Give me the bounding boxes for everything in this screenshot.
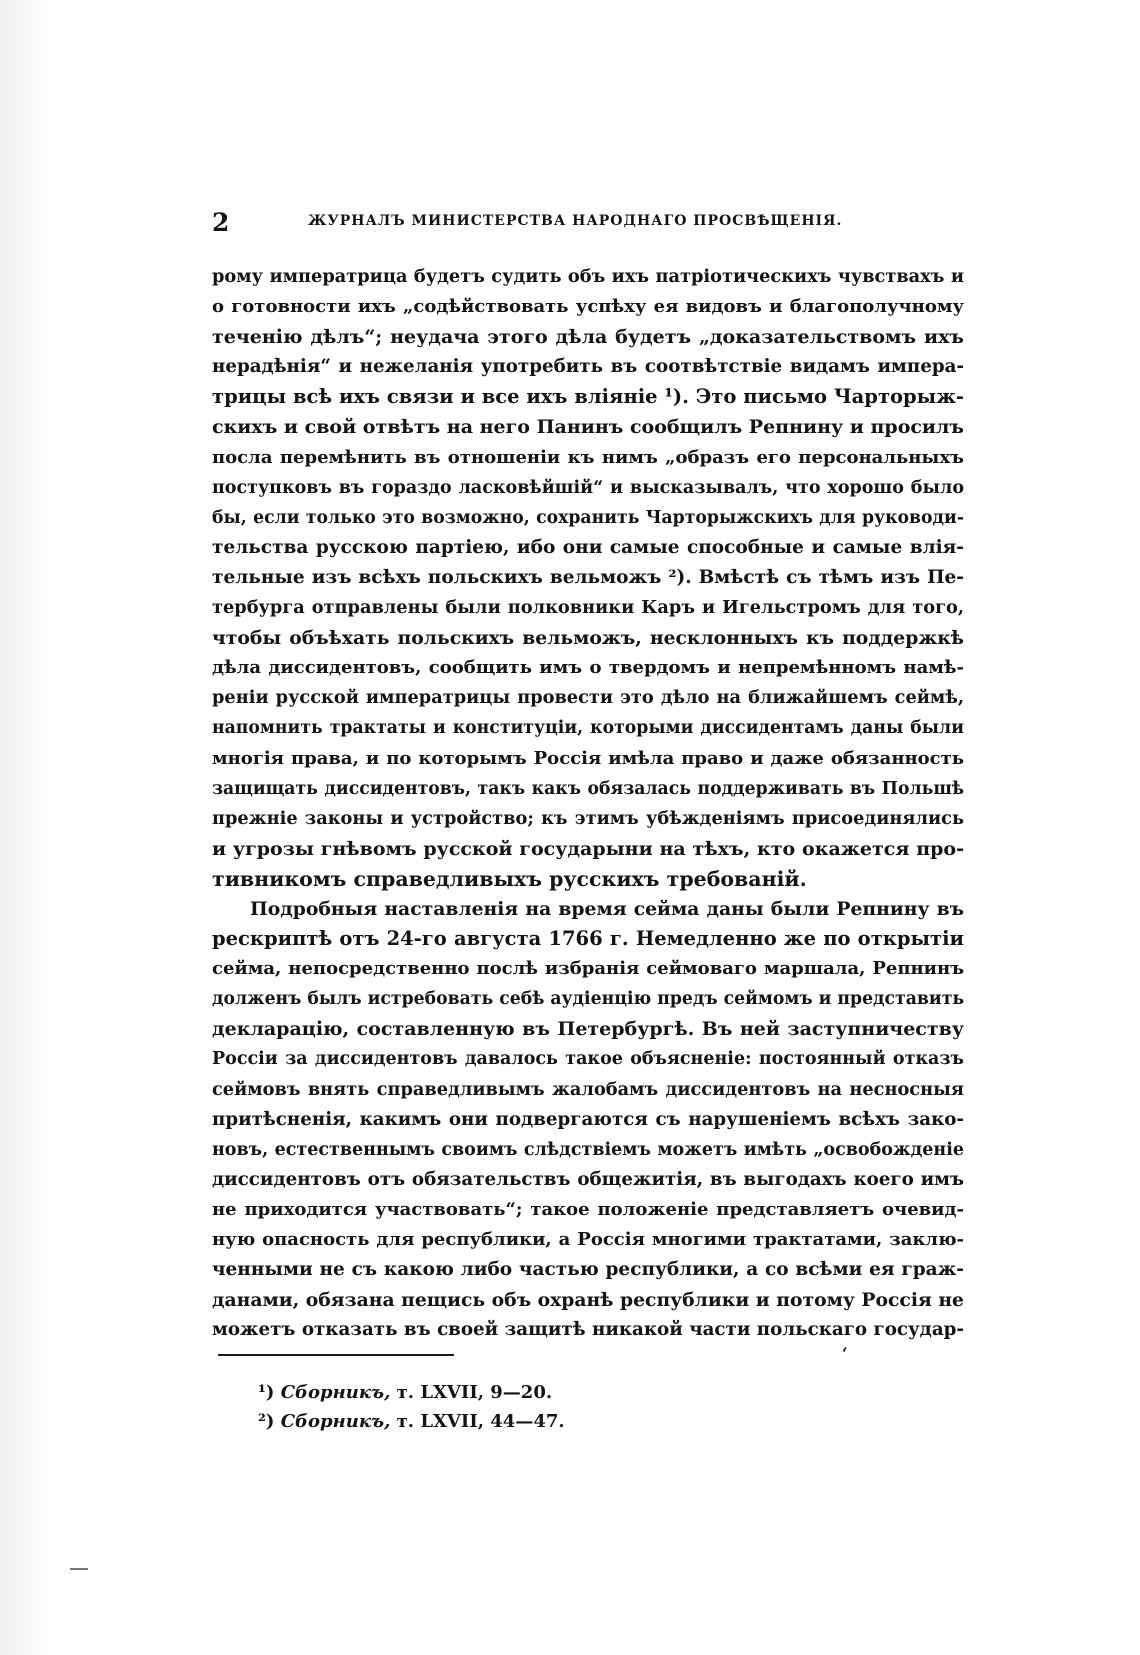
- text-line: рому императрица будетъ судить объ ихъ патріотическихъ чувствахъ и: [212, 266, 964, 287]
- paragraph-end-line: тивникомъ справедливыхъ русскихъ требованій.: [212, 866, 807, 891]
- page-number: 2: [212, 208, 230, 237]
- text-line: декларацію, составленную въ Петербургѣ. Въ ней заступничеству: [212, 1018, 964, 1041]
- text-line: рескриптѣ отъ 24-го августа 1766 г. Немедленно же по открытіи: [212, 927, 964, 951]
- scan-edge-shadow: [0, 0, 52, 1655]
- paragraph-first-line: Подробныя наставленія на время сейма даны были Репнину въ: [250, 897, 964, 920]
- text-line: сейма, непосредственно послѣ избранія сеймоваго маршала, Репнинъ: [212, 958, 964, 980]
- text-line: данами, обязана пещись объ охранѣ республики и потому Россія не: [212, 1289, 964, 1312]
- text-line: посла перемѣнить въ отношеніи къ нимъ „образъ его персональныхъ: [212, 446, 964, 468]
- text-line: притѣсненія, какимъ они подвергаются съ нарушеніемъ всѣхъ зако-: [212, 1108, 964, 1130]
- text-line: не приходится участвовать“; такое положеніе представляетъ очевид-: [212, 1198, 964, 1220]
- text-line: Россіи за диссидентовъ давалось такое объясненіе: постоянный отказъ: [212, 1049, 964, 1070]
- footnote-source: Сборникъ,: [280, 1411, 391, 1432]
- text-line: дѣла диссидентовъ, сообщить имъ о твердомъ и непремѣнномъ намѣ-: [212, 657, 964, 679]
- text-line: трицы всѣ ихъ связи и все ихъ вліяніе ¹). Это письмо Чарторыж-: [212, 385, 964, 409]
- text-line: тельства русскою партіею, ибо они самые способные и самые влія-: [212, 536, 964, 558]
- text-line: можетъ отказать въ своей защитѣ никакой части польскаго государ-: [212, 1319, 964, 1341]
- text-line: напомнить трактаты и конституціи, которыми диссидентамъ даны были: [212, 718, 964, 739]
- footnote-marker: ²): [258, 1411, 275, 1432]
- text-line: ную опасность для республики, а Россія многими трактатами, заклю-: [212, 1229, 964, 1250]
- margin-mark: [70, 1568, 88, 1570]
- text-line: реніи русской императрицы провести это дѣло на ближайшемъ сеймѣ,: [212, 687, 964, 709]
- text-line: многія права, и по которымъ Россія имѣла право и даже обязанность: [212, 747, 964, 769]
- text-line: защищать диссидентовъ, такъ какъ обязалась поддерживать въ Польшѣ: [212, 778, 964, 799]
- footnote-2: [258, 1407, 858, 1436]
- text-line: тербурга отправлены были полковники Каръ и Игельстромъ для того,: [212, 597, 964, 619]
- text-line: ченными не съ какою либо частью республики, а со всѣми ея граж-: [212, 1259, 964, 1281]
- text-line: прежніе законы и устройство; къ этимъ убѣжденіямъ присоединялись: [212, 807, 964, 829]
- text-line: скихъ и свой отвѣтъ на него Панинъ сообщилъ Репнину и просилъ: [212, 416, 964, 439]
- running-title: ЖУРНАЛЪ МИНИСТЕРСТВА НАРОДНАГО ПРОСВѢЩЕНІЯ.: [308, 213, 843, 229]
- text-line: диссидентовъ отъ обязательствъ общежитія, въ выгодахъ коего имъ: [212, 1168, 964, 1190]
- footnote-1: [258, 1378, 858, 1407]
- text-line: чтобы объѣхать польскихъ вельможъ, несклонныхъ къ поддержкѣ: [212, 627, 964, 650]
- text-line: сеймовъ внять справедливымъ жалобамъ диссидентовъ на несносныя: [212, 1078, 964, 1100]
- text-line: долженъ былъ истребовать себѣ аудіенцію предъ сеймомъ и представить: [212, 989, 964, 1010]
- text-line: поступковъ въ гораздо ласковѣйшій“ и высказывалъ, что хорошо было: [212, 477, 964, 498]
- footnote-divider: [218, 1354, 454, 1356]
- text-line: тельные изъ всѣхъ польскихъ вельможъ ²). Вмѣстѣ съ тѣмъ изъ Пе-: [212, 566, 964, 588]
- main-text: [212, 262, 964, 1345]
- text-line: нерадѣнія“ и нежеланія употребить въ соотвѣтствіе видамъ импера-: [212, 356, 964, 378]
- scan-speck: ʻ: [842, 1344, 848, 1363]
- text-line: теченію дѣлъ“; неудача этого дѣла будетъ „доказательствомъ ихъ: [212, 326, 964, 349]
- text-line: и угрозы гнѣвомъ русской государыни на тѣхъ, кто окажется про-: [212, 837, 964, 860]
- footnotes: [258, 1378, 858, 1436]
- footnote-source: Сборникъ,: [280, 1382, 391, 1403]
- text-line: бы, если только это возможно, сохранить Чарторыжскихъ для руководи-: [212, 507, 964, 528]
- text-line: о готовности ихъ „содѣйствовать успѣху ея видовъ и благополучному: [212, 296, 964, 318]
- page-header: [212, 208, 964, 238]
- footnote-marker: ¹): [258, 1382, 275, 1403]
- footnote-reference: т. LXVII, 44—47.: [390, 1411, 565, 1432]
- footnote-reference: т. LXVII, 9—20.: [390, 1382, 553, 1403]
- text-line: новъ, естественнымъ своимъ слѣдствіемъ можетъ имѣть „освобожденіе: [212, 1139, 964, 1160]
